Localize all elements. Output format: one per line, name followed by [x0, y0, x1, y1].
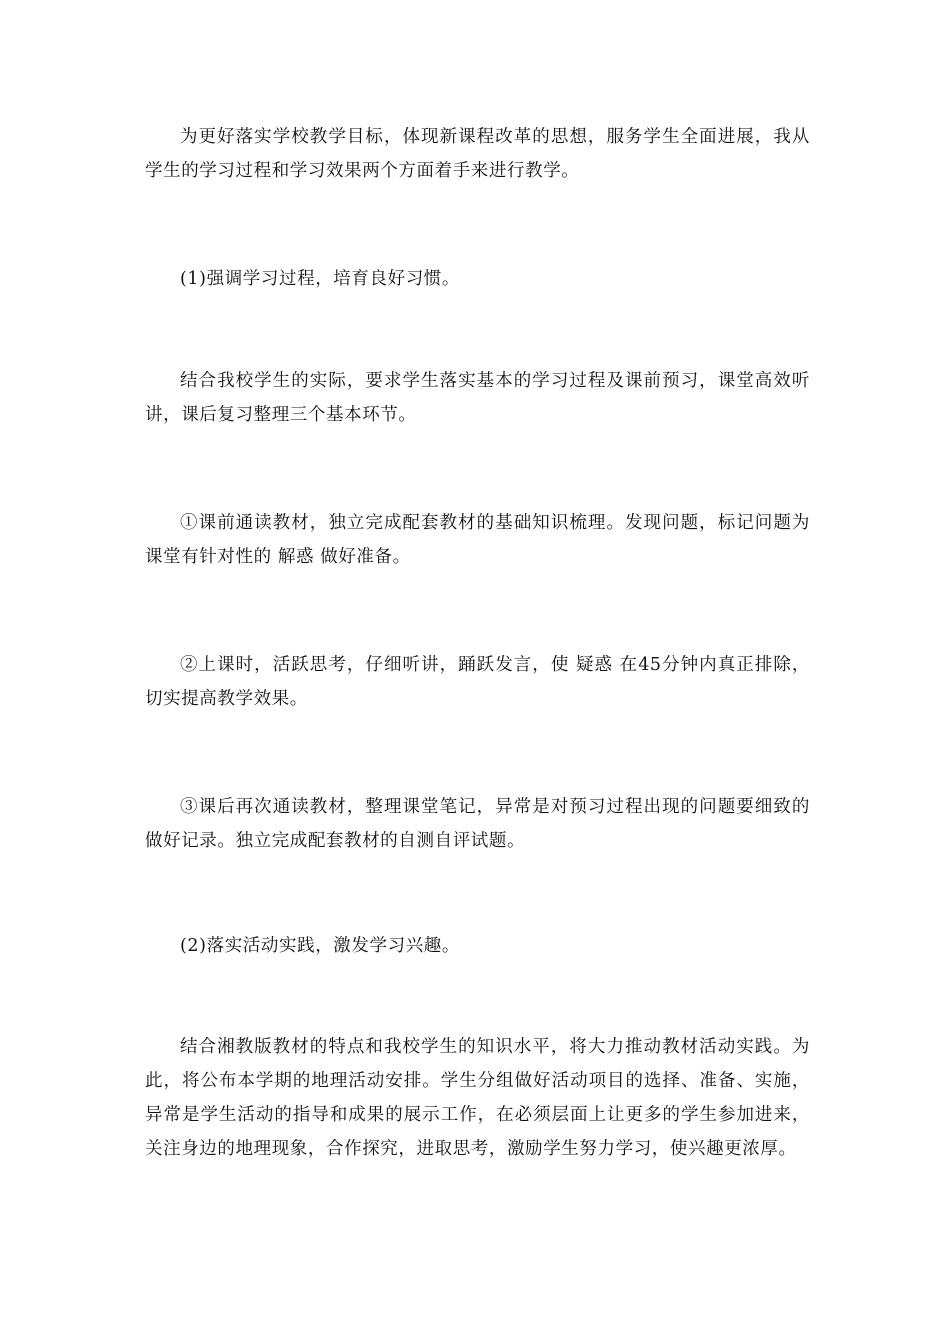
list-item-2: ②上课时，活跃思考，仔细听讲，踊跃发言，使 疑惑 在45分钟内真正排除，切实提高教学效果。	[145, 655, 810, 709]
list-item-1: ①课前通读教材，独立完成配套教材的基础知识梳理。发现问题，标记问题为课堂有针对性的 解惑 做好准备。	[145, 513, 810, 567]
list-item-3: ③课后再次通读教材，整理课堂笔记，异常是对预习过程出现的问题要细致的做好记录。独立完成配套教材的自测自评试题。	[145, 797, 810, 851]
intro-paragraph: 为更好落实学校教学目标，体现新课程改革的思想，服务学生全面进展，我从学生的学习过程和学习效果两个方面着手来进行教学。	[145, 127, 810, 181]
section-heading-1: (1)强调学习过程，培育良好习惯。	[180, 269, 460, 289]
section-heading-2: (2)落实活动实践，激发学习兴趣。	[180, 936, 460, 956]
section-2-paragraph: 结合湘教版教材的特点和我校学生的知识水平，将大力推动教材活动实践。为此，将公布本学期的地理活动安排。学生分组做好活动项目的选择、准备、实施，异常是学生活动的指导和成果的展示工作，在必须层面上让更多的学生参加进来，关注身边的地理现象，合作探究，进取思考，激励学生努力学习，使兴趣更浓厚。	[145, 1037, 810, 1159]
section-1-paragraph: 结合我校学生的实际，要求学生落实基本的学习过程及课前预习，课堂高效听讲，课后复习整理三个基本环节。	[145, 371, 810, 425]
